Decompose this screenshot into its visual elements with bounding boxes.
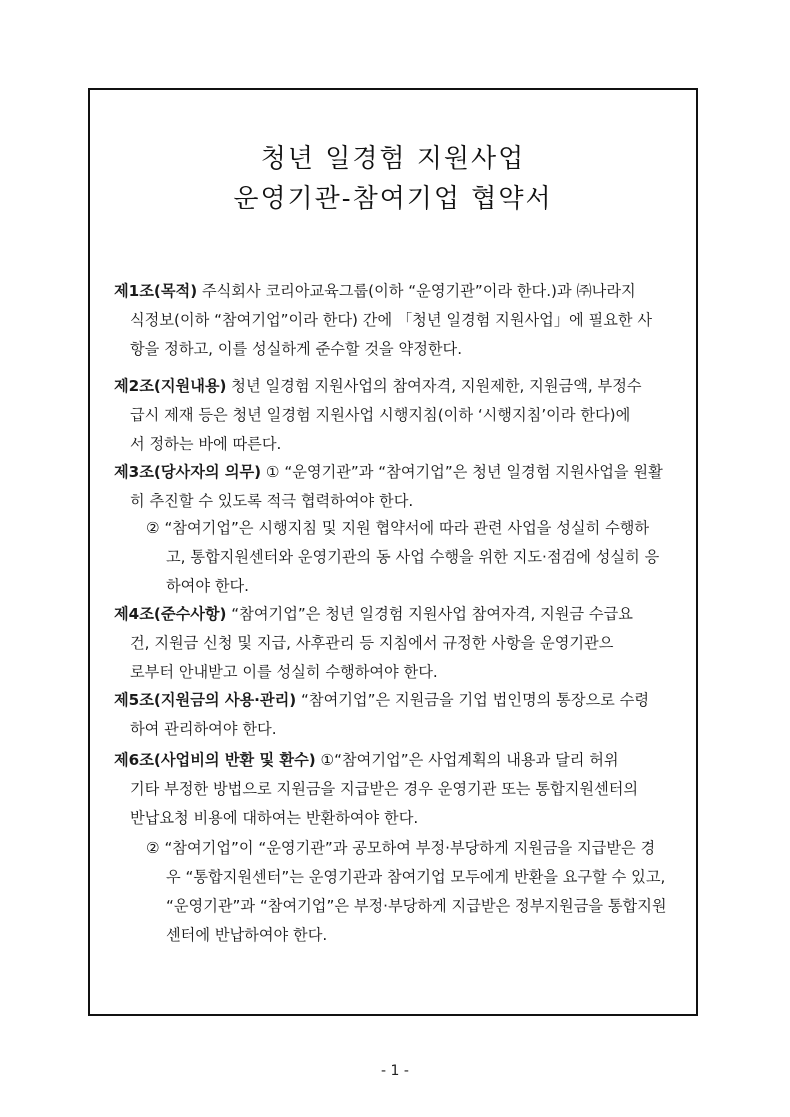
document-title-line2: 운영기관-참여기업 협약서 bbox=[233, 184, 553, 214]
article-5-label: 제5조(지원금의 사용·관리) bbox=[114, 691, 297, 709]
article-3: 제3조(당사자의 의무) ① “운영기관”과 “참여기업”은 청년 일경험 지원사업을 원활 히 추진할 수 있도록 적극 협력하여야 한다. bbox=[114, 463, 663, 510]
page-number: - 1 - bbox=[381, 1063, 409, 1079]
article-6-label: 제6조(사업비의 반환 및 환수) bbox=[114, 751, 316, 769]
document-title-line1: 청년 일경험 지원사업 bbox=[260, 144, 526, 174]
article-4-label: 제4조(준수사항) bbox=[114, 605, 227, 623]
article-2-label: 제2조(지원내용) bbox=[114, 377, 227, 395]
article-3-label: 제3조(당사자의 의무) bbox=[114, 463, 262, 481]
article-1: 제1조(목적) 주식회사 코리아교육그룹(이하 “운영기관”이라 한다.)과 ㈜나라지 식정보(이하 “참여기업”이라 한다) 간에 「청년 일경험 지원사업」에 필요한 사 항을 정하고, 이를 성실하게 준수할 것을 약정한다. bbox=[114, 282, 653, 358]
article-5: 제5조(지원금의 사용·관리) “참여기업”은 지원금을 기업 법인명의 통장으로 수령 하여 관리하여야 한다. bbox=[114, 691, 650, 738]
article-1-label: 제1조(목적) bbox=[114, 282, 198, 300]
article-2: 제2조(지원내용) 청년 일경험 지원사업의 참여자격, 지원제한, 지원금액, 부정수 급시 제재 등은 청년 일경험 지원사업 시행지침(이하 ‘시행지침’이라 한다)에 서 정하는 바에 따른다. bbox=[114, 377, 642, 453]
article-3-paragraph-2: ② “참여기업”은 시행지침 및 지원 협약서에 따라 관련 사업을 성실히 수행하 고, 통합지원센터와 운영기관의 동 사업 수행을 위한 지도·점검에 성실히 응 하여야 한다. bbox=[146, 519, 660, 595]
article-4: 제4조(준수사항) “참여기업”은 청년 일경험 지원사업 참여자격, 지원금 수급요 건, 지원금 신청 및 지급, 사후관리 등 지침에서 규정한 사항을 운영기관으 로부터 안내받고 이를 성실히 수행하여야 한다. bbox=[114, 605, 633, 681]
article-6: 제6조(사업비의 반환 및 환수) ①“참여기업”은 사업계획의 내용과 달리 허위 기타 부정한 방법으로 지원금을 지급받은 경우 운영기관 또는 통합지원센터의 반납요청 비용에 대하여는 반환하여야 한다. bbox=[114, 751, 639, 827]
article-6-paragraph-2: ② “참여기업”이 “운영기관”과 공모하여 부정·부당하게 지원금을 지급받은 경 우 “통합지원센터”는 운영기관과 참여기업 모두에게 반환을 요구할 수 있고, “운영기관”과 “참여기업”은 부정·부당하게 지급받은 정부지원금을 통합지원 센터에 반납하여야 한다. bbox=[146, 839, 667, 944]
document-frame bbox=[88, 88, 698, 1016]
